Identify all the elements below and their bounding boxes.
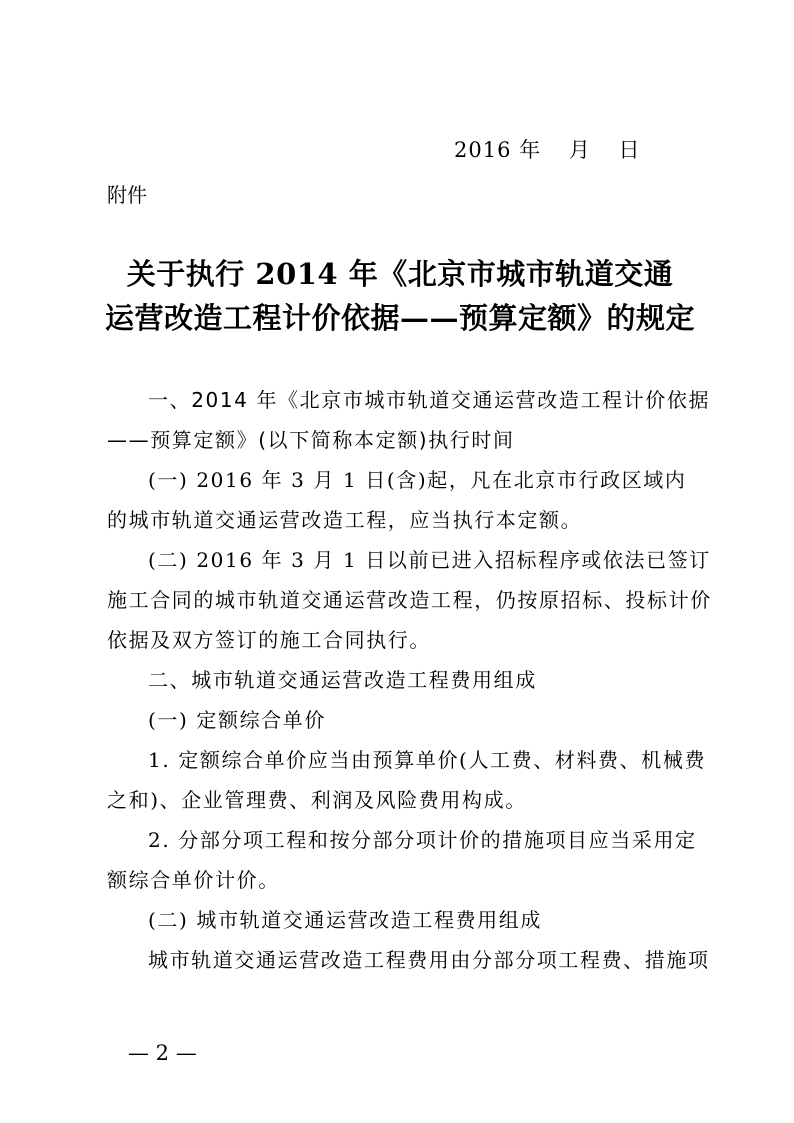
subsection-heading: (二) 城市轨道交通运营改造工程费用组成	[148, 908, 542, 932]
paragraph-line: 1. 定额综合单价应当由预算单价(人工费、材料费、机械费	[148, 748, 707, 772]
paragraph-line: 之和)、企业管理费、利润及风险费用构成。	[107, 788, 527, 812]
date-line	[454, 134, 651, 164]
date-day: 日	[618, 138, 641, 162]
date-month: 月	[568, 138, 591, 162]
paragraph-line: 的城市轨道交通运营改造工程，应当执行本定额。	[107, 508, 583, 532]
paragraph-line: (一) 2016 年 3 月 1 日(含)起，凡在北京市行政区域内	[148, 468, 687, 492]
section-heading-1-cont: ——预算定额》(以下简称本定额)执行时间	[107, 428, 515, 452]
paragraph-line: 2. 分部分项工程和按分部分项计价的措施项目应当采用定	[148, 828, 697, 852]
section-heading-1: 一、2014 年《北京市城市轨道交通运营改造工程计价依据	[148, 388, 711, 412]
attachment-label: 附件	[107, 183, 147, 207]
paragraph-line: 额综合单价计价。	[107, 868, 280, 892]
section-heading-2: 二、城市轨道交通运营改造工程费用组成	[148, 668, 537, 692]
subsection-heading: (一) 定额综合单价	[148, 708, 326, 732]
page-number: — 2 —	[128, 1041, 197, 1065]
document-title-line-2: 运营改造工程计价依据——预算定额》的规定	[104, 301, 695, 335]
paragraph-line: 依据及双方签订的施工合同执行。	[107, 628, 431, 652]
paragraph-line: (二) 2016 年 3 月 1 日以前已进入招标程序或依法已签订	[148, 548, 711, 572]
document-title-line-1: 关于执行 2014 年《北京市城市轨道交通	[126, 257, 674, 291]
date-year: 2016 年	[454, 138, 542, 162]
paragraph-line: 施工合同的城市轨道交通运营改造工程，仍按原招标、投标计价	[107, 588, 712, 612]
paragraph-line: 城市轨道交通运营改造工程费用由分部分项工程费、措施项	[148, 948, 710, 972]
